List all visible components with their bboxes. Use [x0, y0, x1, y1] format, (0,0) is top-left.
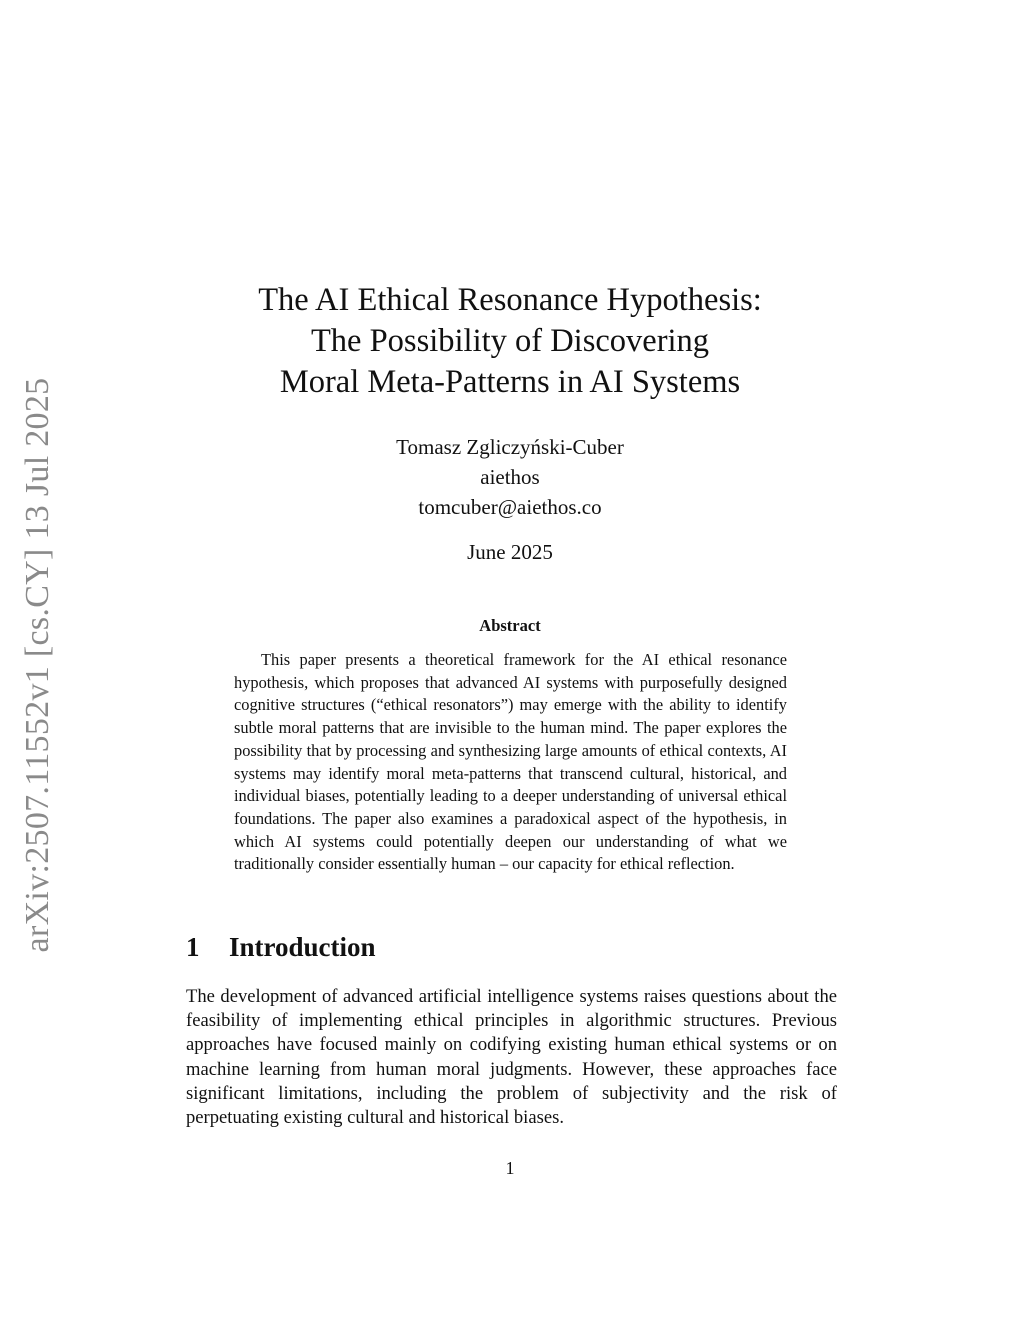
publication-date: June 2025 — [467, 540, 553, 564]
author-name: Tomasz Zgliczyński-Cuber — [396, 435, 624, 459]
arxiv-identifier-text: arXiv:2507.11552v1 [cs.CY] 13 Jul 2025 — [19, 377, 56, 953]
title-line-1: The AI Ethical Resonance Hypothesis: — [258, 282, 762, 318]
author-affiliation: aiethos — [480, 465, 540, 489]
author-block — [180, 432, 840, 522]
introduction-paragraph: The development of advanced artificial intelligence systems raises questions about the feasibility of implementing ethical principles in algorithmic structures. Previous approaches have focused mainly on codifying existing human ethical systems or on machine learning from human moral judgments. However, these approaches face significant limitations, including the problem of subjectivity and the risk of perpetuating existing cultural and historical biases. — [186, 986, 837, 1129]
abstract-text: This paper presents a theoretical framework for the AI ethical resonance hypothesis, which proposes that advanced AI systems with purposefully designed cognitive structures (“ethical resonators”) may emerge with the ability to identify subtle moral patterns that are invisible to the human mind. The paper explores the possibility that by processing and synthesizing large amounts of ethical contexts, AI systems may identify moral meta-patterns that transcend cultural, historical, and individual biases, potentially leading to a deeper understanding of universal ethical foundations. The paper also examines a paradoxical aspect of the hypothesis, in which AI systems could potentially deepen our understanding of what we traditionally consider essentially human – our capacity for ethical reflection. — [234, 650, 787, 874]
page-number: 1 — [505, 1158, 515, 1178]
author-email: tomcuber@aiethos.co — [418, 495, 602, 519]
section-number: 1 — [186, 932, 200, 962]
title-line-3: Moral Meta-Patterns in AI Systems — [279, 364, 741, 400]
arxiv-identifier-stamp — [18, 377, 58, 953]
section-heading — [186, 932, 376, 963]
paper-title — [180, 280, 840, 403]
section-title: Introduction — [229, 932, 376, 962]
abstract-heading: Abstract — [479, 616, 541, 635]
title-line-2: The Possibility of Discovering — [310, 323, 710, 359]
